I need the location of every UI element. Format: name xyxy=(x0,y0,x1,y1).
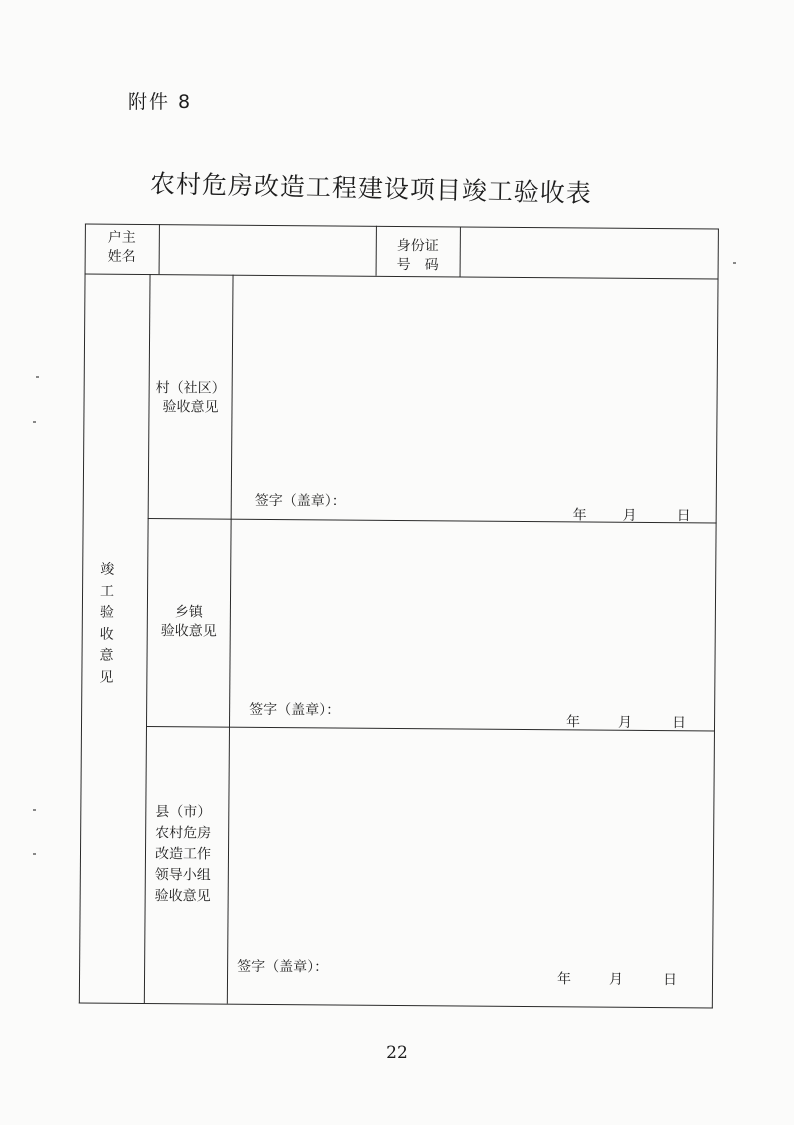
county-date xyxy=(557,968,677,989)
township-date xyxy=(566,711,686,732)
day-label: 日 xyxy=(676,508,691,525)
owner-name-field[interactable] xyxy=(161,238,374,240)
scan-speck xyxy=(36,376,39,378)
completion-label-char: 验 xyxy=(99,604,114,621)
owner-name-label: 户主 姓名 xyxy=(107,229,136,265)
year-label: 年 xyxy=(565,714,581,731)
completion-label-char: 意 xyxy=(99,647,114,664)
id-number-label: 身份证 号 码 xyxy=(396,237,439,274)
completion-opinion-label xyxy=(96,560,117,689)
day-label: 日 xyxy=(662,972,678,989)
month-label: 月 xyxy=(622,507,637,524)
table-border-bottom xyxy=(79,1002,713,1008)
township-signature-label: 签字（盖章）： xyxy=(249,701,341,719)
village-opinion-label: 村（社区） 验收意见 xyxy=(155,380,226,416)
month-label: 月 xyxy=(608,971,624,988)
county-signature-label: 签字（盖章）： xyxy=(237,958,329,976)
header-divider-3 xyxy=(460,226,462,276)
completion-label-char: 收 xyxy=(99,626,114,643)
table-border-top xyxy=(85,224,719,230)
scan-speck xyxy=(733,262,736,264)
completion-label-char: 见 xyxy=(99,669,114,686)
scan-speck xyxy=(33,853,36,855)
completion-label-char: 工 xyxy=(99,583,115,600)
county-opinion-field[interactable] xyxy=(230,731,712,950)
village-signature-label: 签字（盖章）： xyxy=(254,492,346,510)
table-border-left xyxy=(79,224,86,1004)
scan-speck xyxy=(33,421,36,423)
month-label: 月 xyxy=(617,714,633,731)
township-opinion-label: 乡镇 验收意见 xyxy=(160,604,217,640)
village-opinion-field[interactable] xyxy=(234,279,716,483)
year-label: 年 xyxy=(572,507,587,524)
page-number: 22 xyxy=(386,1043,408,1063)
township-opinion-field[interactable] xyxy=(232,523,713,697)
year-label: 年 xyxy=(556,971,572,988)
day-label: 日 xyxy=(671,715,687,732)
scan-speck xyxy=(33,809,36,811)
attachment-label: 附件 8 xyxy=(128,91,193,113)
form-title: 农村危房改造工程建设项目竣工验收表 xyxy=(149,169,593,209)
village-date xyxy=(573,504,691,525)
county-opinion-label: 县（市） 农村危房 改造工作 领导小组 验收意见 xyxy=(154,804,212,905)
id-number-field[interactable] xyxy=(462,240,716,242)
completion-label-char: 竣 xyxy=(100,561,115,578)
